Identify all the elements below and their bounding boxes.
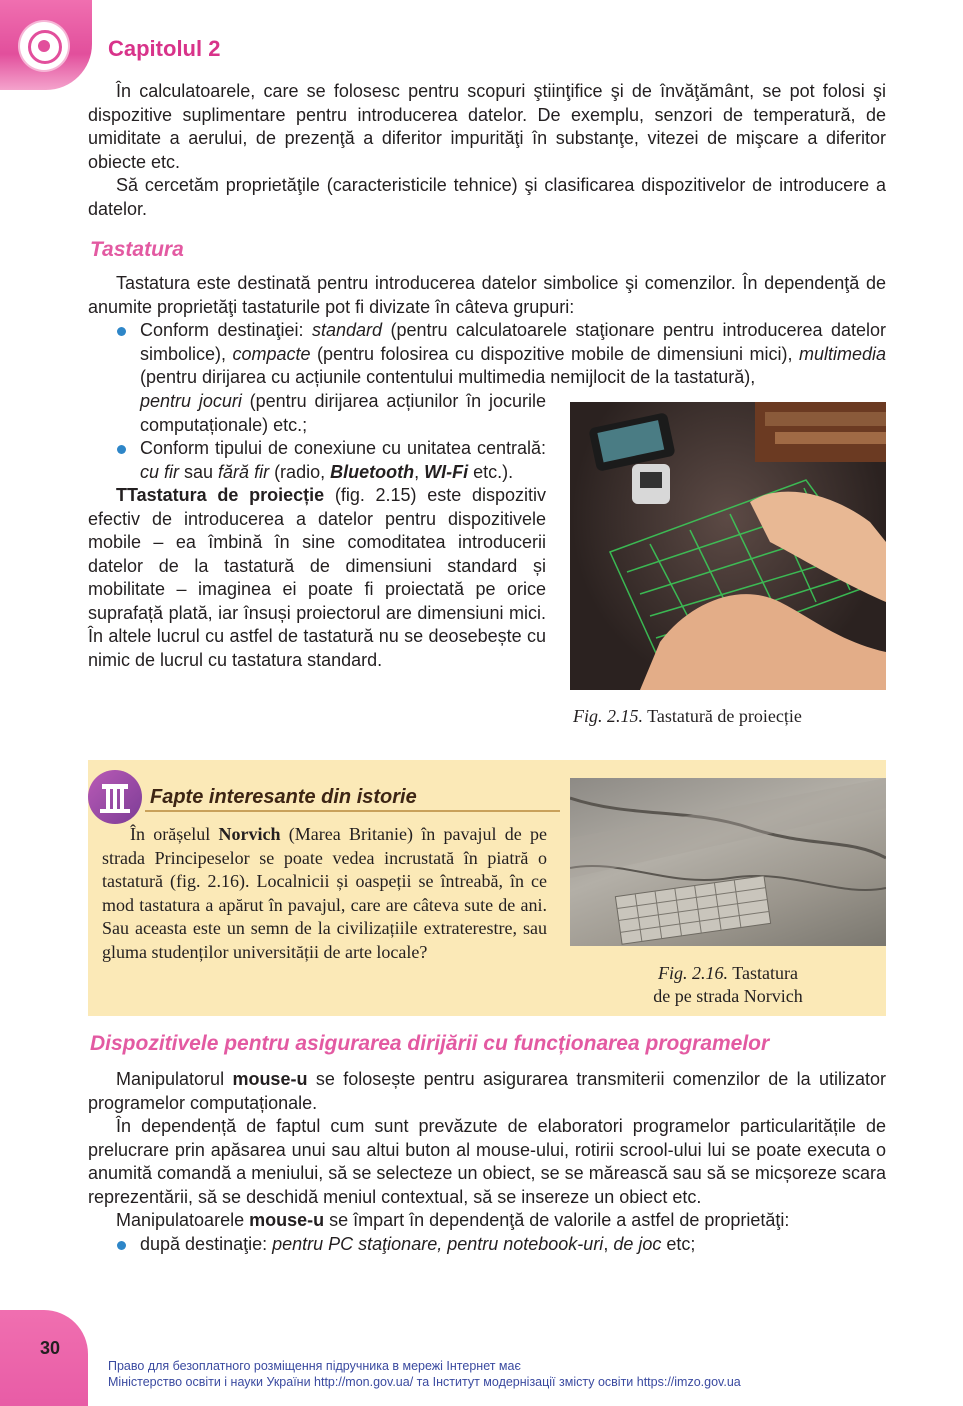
box-text: În orășelul Norvich (Marea Britanie) în pavajul de pe strada Principeselor se poate vedea incrustată în piatră o tastatură (fig. 2.16). Localnicii și oaspeții se întreabă, în ce mod tastatura a apărut în pavajul, care are câteva sute de ani. Sau aceasta este un semn de la civilizațiile extraterestre, sau gluma studenților universității de arte locale? [102,824,547,962]
list-item: Conform destinaţiei: standard (pentru calculatoarele staţionare pentru introducerea datelor simbolice), compacte (pentru folosirea cu dispozitive mobile de dimensiuni mici), multimedia (pentru dirijarea cu acțiunile contentului multimedia nemijlocit de la tastatură), [114,319,886,390]
intro-text [88,80,886,221]
intro-paragraph: Să cercetăm proprietăţile (caracteristicile tehnice) şi clasificarea dispozitivelor de introducere a datelor. [88,175,886,219]
section-heading-tastatura: Tastatura [90,238,184,261]
projection-keyboard-image [570,402,886,690]
intro-paragraph: În calculatoarele, care se folosesc pentru scopuri ştiinţifice şi de învăţământ, se pot folosi şi dispozitive suplimentare pentru introducerea datelor. De exemplu, senzori de temperatură, de umiditate a aerului, de prezenţă a diferitor impurităţi în substanţe, vitezei de mişcare a diferitor obiecte etc. [88,81,886,172]
divider [145,810,560,812]
bullet-icon [117,445,126,454]
list-item-continuation: pentru jocuri (pentru dirijarea acțiunilor în jocurile computaționale) etc.; [140,391,546,435]
tastatura-paragraph: Tastatura este destinată pentru introducerea datelor simbolice şi comenzilor. În dependenţă de anumite proprietăţi tastaturile pot fi divizate în câteva grupuri: [88,273,886,317]
column-icon [88,770,142,824]
section2-text: Manipulatorul mouse-u se folosește pentru asigurarea transmiterii comenzilor de la utilizator programelor computaționale. În dependență de faptul cum sunt prevăzute de elaboratori programelor particularitățile de prelucrare prin apăsarea unui sau altui buton al mouse-ului, rotirii scrool-ului lui se poate executa o anumită comandă a meniului, să se selecteze un obiect, se se mărească sau să se micșoreze scara reprezentării, să se deschidă meniul contextual, să se insereze un obiect etc. Manipulatoarele mouse-u se împart în dependenţă de valorile a astfel de proprietăţi: după destinaţie: pentru PC staţionare, pentru notebook-uri, de joc etc; [88,1068,886,1256]
mouse-list [114,1233,886,1257]
projection-paragraph: TTastatura de proiecție (fig. 2.15) este dispozitiv efectiv de introducerea a datelor pentru dispozitivele mobile – ea îmbină în sine comoditatea introducerii datelor de la tastatură de dimensiuni standard și mobilitate – imaginea ei poate fi proiectată pe orice suprafață plată, iar însuși proiectorul are dimensiuni mici. În altele lucrul cu astfel de tastatură nu se deosebește cu nimic de lucrul cu tastatura standard. [88,485,547,670]
chapter-title: Capitolul 2 [108,36,221,61]
copyright-footer: Право для безоплатного розміщення підручника в мережі Інтернет має Міністерство освіти і науки України http://mon.gov.ua/ та Інститут модернізації змісту освіти https://imzo.gov.ua [108,1359,741,1389]
tastatura-list [114,319,886,390]
figure-caption-2-16: Fig. 2.16. Tastatura de pe strada Norvich [653,963,803,1006]
section-heading-dispozitive: Dispozitivele pentru asigurarea dirijării cu funcționarea programelor [90,1032,770,1055]
figure-caption-2-15: Fig. 2.15. Tastatură de proiecție [573,706,802,726]
bullet-icon [117,327,126,336]
page-number: 30 [40,1338,61,1358]
box-title: Fapte interesante din istorie [150,786,417,808]
list-item: după destinaţie: pentru PC staţionare, pentru notebook-uri, de joc etc; [114,1233,886,1257]
tastatura-list-2 [114,437,546,484]
target-icon [20,22,68,70]
bullet-icon [117,1241,126,1250]
list-item: Conform tipului de conexiune cu unitatea centrală: cu fir sau fără fir (radio, Bluetooth, WI-Fi etc.). [114,437,546,484]
tastatura-intro [88,272,886,390]
tastatura-column [88,390,546,672]
norwich-keyboard-image [570,778,886,946]
